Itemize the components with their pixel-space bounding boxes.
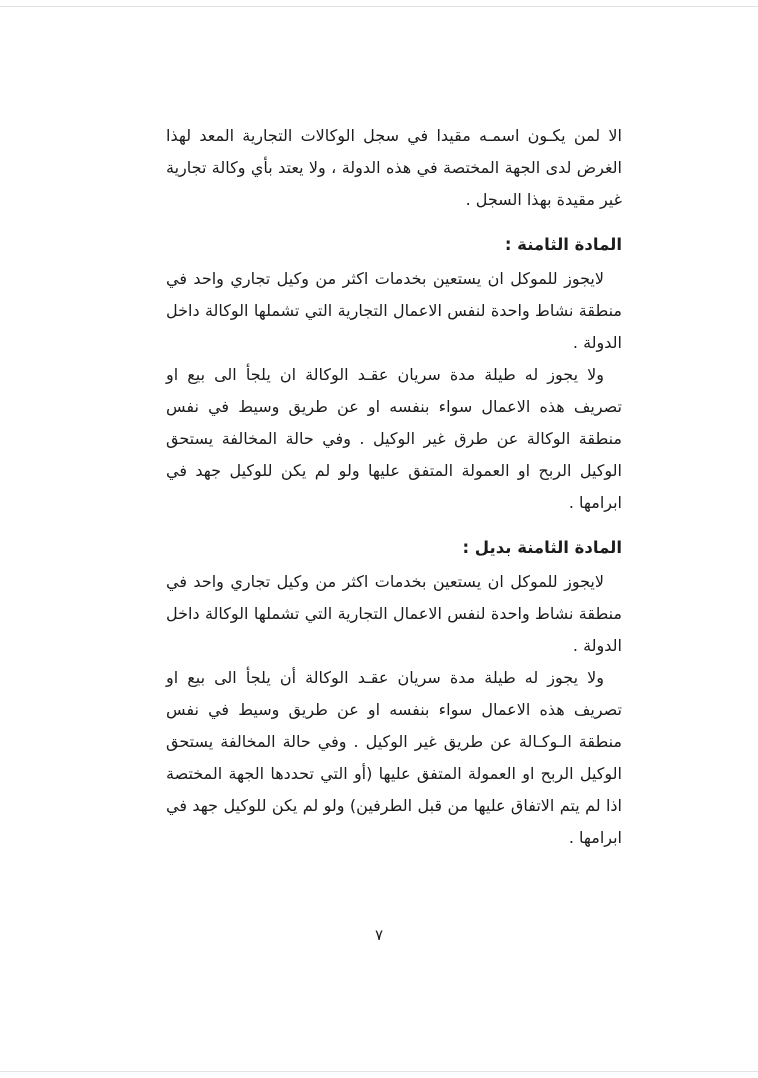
- paragraph-article-eight-1: لايجوز للموكل ان يستعين بخدمات اكثر من وكيل تجاري واحد في منطقة نشاط واحدة لنفس الاعمال التجارية التي تشملها الوكالة داخل الدولة .: [166, 269, 622, 352]
- section-heading-article-eight-alternate: المادة الثامنة بديل :: [462, 538, 622, 557]
- paragraph-article-eight-alt-2: ولا يجوز له طيلة مدة سريان عقـد الوكالة أن يلجأ الى بيع او تصريف هذه الاعمال سواء بنفسه او عن طريق وسيط في نفس منطقة الـوكـالة عن طريق غير الوكيل . وفي حالة المخالفة يستحق الوكيل الربح او العمولة المتفق عليها (أو التي تحددها الجهة المختصة اذا لم يتم الاتفاق عليها من قبل الطرفين) ولو لم يكن للوكيل جهد في ابرامها .: [166, 668, 622, 847]
- page-number: ٧: [374, 926, 384, 944]
- section-heading-article-eight: المادة الثامنة :: [504, 235, 622, 254]
- page-content: [166, 120, 622, 854]
- paragraph-article-eight-alt-1: لايجوز للموكل ان يستعين بخدمات اكثر من وكيل تجاري واحد في منطقة نشاط واحدة لنفس الاعمال التجارية التي تشملها الوكالة داخل الدولة .: [166, 572, 622, 655]
- scan-edge-bottom: [0, 1071, 758, 1072]
- paragraph-article-eight-2: ولا يجوز له طيلة مدة سريان عقـد الوكالة ان يلجأ الى بيع او تصريف هذه الاعمال سواء بنفسه او عن طريق وسيط في نفس منطقة الوكالة عن طرق غير الوكيل . وفي حالة المخالفة يستحق الوكيل الربح او العمولة المتفق عليها ولو لم يكن للوكيل جهد في ابرامها .: [166, 365, 622, 512]
- paragraph-continuation: الا لمن يكـون اسمـه مقيدا في سجل الوكالات التجارية المعد لهذا الغرض لدى الجهة المختصة في هذه الدولة ، ولا يعتد بأي وكالة تجارية غير مقيدة بهذا السجل .: [166, 126, 622, 209]
- scan-edge-top: [0, 6, 758, 7]
